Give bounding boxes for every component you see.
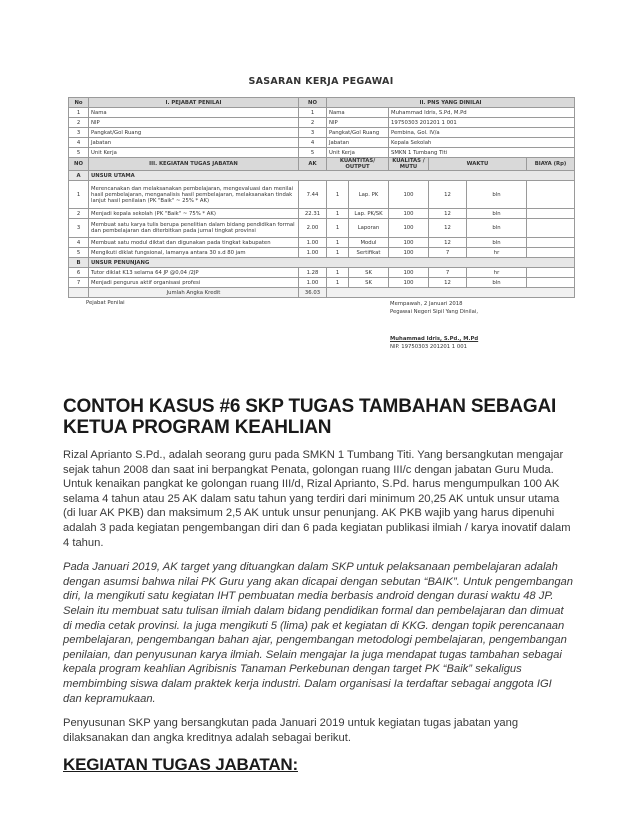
task-quality: 100 <box>389 238 429 248</box>
task-ak: 7.44 <box>299 181 327 209</box>
task-cost <box>527 248 575 258</box>
task-quality: 100 <box>389 268 429 278</box>
paragraph-case: Pada Januari 2019, AK target yang dituangkan dalam SKP untuk pelaksanaan pembelajaran adalah dengan asumsi bahwa nilai PK Guru yang akan dicapai dengan sebutan “BAIK”. Untuk pengembangan diri, Ia mengikuti satu kegiatan IHT pembuatan media berbasis android dengan durasi waktu 48 JP. Selain itu membuat satu tulisan ilmiah dalam bidang pendidikan formal dan pembelajaran dan dimuat di media cetak provinsi. Ia juga mengikuti 5 (lima) pak et kegiatan di KKG. dengan topik perencanaan pembelajaran, pengembangan bahan ajar, pengembangan metodologi pembelajaran, pengembangan penilaian, dan penyusunan karya ilmiah. Selain mengajar Ia juga mendapat tugas tambahan sebagai kepala program keahlian Agribisnis Tanaman Perkebunan dengan target PK “Baik” sekaligus membimbing siswa dalam praktek kerja industri. Dalam organisasi Ia terdaftar sebagai anggota IGI dan kepramukaan. <box>63 561 573 705</box>
sign-nip: NIP. 19750303 201201 1 001 <box>390 344 467 350</box>
task-description: Tutor diklat K13 selama 64 JP @0,04 /2JP <box>89 268 299 278</box>
section-a-label: UNSUR UTAMA <box>89 171 575 181</box>
identity-row <box>69 138 575 148</box>
sign-left-label: Pejabat Penilai <box>86 300 125 306</box>
header-no2: NO <box>299 98 327 108</box>
task-quantity: 1 <box>327 268 349 278</box>
task-row <box>69 181 575 209</box>
identity-row <box>69 128 575 138</box>
penilai-field-label: Nama <box>89 108 299 118</box>
task-output-unit: Modul <box>349 238 389 248</box>
task-cost <box>527 181 575 209</box>
section-heading-kegiatan: KEGIATAN TUGAS JABATAN: <box>63 755 298 775</box>
sign-role: Pegawai Negeri Sipil Yang Dinilai, <box>390 309 479 315</box>
identity-no: 2 <box>69 118 89 128</box>
identity-no2: 2 <box>299 118 327 128</box>
pns-field-label: Jabatan <box>327 138 389 148</box>
identity-no2: 5 <box>299 148 327 158</box>
header-penilai: I. PEJABAT PENILAI <box>89 98 299 108</box>
task-description: Merencanakan dan melaksanakan pembelajaran, mengevaluasi dan menilai hasil pembelajaran, menganalisis hasil pembelajaran, melaksanakan tindak lanjut hasil penilaian (PK "Baik" ~ 25% * AK) <box>89 181 299 209</box>
identity-header-row <box>69 98 575 108</box>
task-quality: 100 <box>389 248 429 258</box>
task-row <box>69 209 575 219</box>
task-quality: 100 <box>389 278 429 288</box>
task-row <box>69 268 575 278</box>
total-label: Jumlah Angka Kredit <box>89 288 299 298</box>
task-output-unit: SK <box>349 278 389 288</box>
task-output-unit: SK <box>349 268 389 278</box>
task-quality: 100 <box>389 181 429 209</box>
task-row <box>69 248 575 258</box>
skp-table <box>68 97 575 298</box>
task-description: Mengikuti diklat fungsional, lamanya antara 30 s.d 80 jam <box>89 248 299 258</box>
pns-field-value: SMKN 1 Tumbang Titi <box>389 148 575 158</box>
task-row <box>69 278 575 288</box>
task-quality: 100 <box>389 209 429 219</box>
task-time: 7 <box>429 248 467 258</box>
task-ak: 22.31 <box>299 209 327 219</box>
section-a-letter: A <box>69 171 89 181</box>
task-quality: 100 <box>389 219 429 238</box>
section-b-row <box>69 258 575 268</box>
identity-no2: 3 <box>299 128 327 138</box>
sign-name: Muhammad Idris, S.Pd., M.Pd <box>390 336 479 342</box>
identity-row <box>69 108 575 118</box>
support-task-rows <box>69 268 575 288</box>
task-header-row <box>69 158 575 171</box>
identity-no2: 4 <box>299 138 327 148</box>
task-output-unit: Laporan <box>349 219 389 238</box>
task-cost <box>527 219 575 238</box>
task-no: 7 <box>69 278 89 288</box>
task-time-unit: bln <box>467 209 527 219</box>
article-body <box>63 396 573 775</box>
pns-field-label: Nama <box>327 108 389 118</box>
identity-row <box>69 148 575 158</box>
task-output-unit: Lap. PK <box>349 181 389 209</box>
pns-field-value: Pembina, Gol. IV/a <box>389 128 575 138</box>
task-cost <box>527 268 575 278</box>
task-no: 6 <box>69 268 89 278</box>
task-time-unit: bln <box>467 238 527 248</box>
task-no: 4 <box>69 238 89 248</box>
penilai-field-label: Jabatan <box>89 138 299 148</box>
skp-table-image <box>68 64 574 390</box>
identity-no: 1 <box>69 108 89 118</box>
task-time: 7 <box>429 268 467 278</box>
task-header-kualitas: KUALITAS / MUTU <box>389 158 429 171</box>
task-description: Menjadi pengurus aktif organisasi profesi <box>89 278 299 288</box>
penilai-field-label: NIP <box>89 118 299 128</box>
task-header-biaya: BIAYA (Rp) <box>527 158 575 171</box>
identity-no: 4 <box>69 138 89 148</box>
task-time-unit: bln <box>467 181 527 209</box>
section-b-label: UNSUR PENUNJANG <box>89 258 575 268</box>
task-description: Membuat satu modul diktat dan digunakan pada tingkat kabupaten <box>89 238 299 248</box>
task-output-unit: Sertifikat <box>349 248 389 258</box>
task-quantity: 1 <box>327 238 349 248</box>
header-no: No <box>69 98 89 108</box>
pns-field-value: 19750303 201201 1 001 <box>389 118 575 128</box>
task-no: 5 <box>69 248 89 258</box>
task-quantity: 1 <box>327 278 349 288</box>
task-row <box>69 219 575 238</box>
section-a-row <box>69 171 575 181</box>
header-pns: II. PNS YANG DINILAI <box>327 98 575 108</box>
task-header-waktu: WAKTU <box>429 158 527 171</box>
identity-rows <box>69 108 575 158</box>
task-output-unit: Lap. PK/SK <box>349 209 389 219</box>
task-description: Membuat satu karya tulis berupa penelitian dalam bidang pendidikan formal dan pembelajaran dan diterbitkan pada jurnal tingkat provinsi <box>89 219 299 238</box>
pns-field-label: NIP <box>327 118 389 128</box>
task-cost <box>527 278 575 288</box>
main-task-rows <box>69 181 575 258</box>
identity-no: 5 <box>69 148 89 158</box>
penilai-field-label: Unit Kerja <box>89 148 299 158</box>
article-title: CONTOH KASUS #6 SKP TUGAS TAMBAHAN SEBAGAI KETUA PROGRAM KEAHLIAN <box>63 396 557 438</box>
task-ak: 1.00 <box>299 278 327 288</box>
sign-place-date: Mempawah, 2 Januari 2018 <box>390 301 463 307</box>
task-description: Menjadi kepala sekolah (PK "Baik" ~ 75% * AK) <box>89 209 299 219</box>
task-quantity: 1 <box>327 219 349 238</box>
task-no: 3 <box>69 219 89 238</box>
task-time: 12 <box>429 219 467 238</box>
task-row <box>69 238 575 248</box>
task-time: 12 <box>429 238 467 248</box>
total-row <box>69 288 575 298</box>
task-header-no: NO <box>69 158 89 171</box>
task-quantity: 1 <box>327 248 349 258</box>
pns-field-value: Kepala Sekolah <box>389 138 575 148</box>
task-time: 12 <box>429 209 467 219</box>
task-cost <box>527 209 575 219</box>
identity-no: 3 <box>69 128 89 138</box>
paragraph-summary: Penyusunan SKP yang bersangkutan pada Januari 2019 untuk kegiatan tugas jabatan yang dilaksanakan dan angka kreditnya adalah sebagai berikut. <box>63 717 519 744</box>
task-time-unit: hr <box>467 268 527 278</box>
task-no: 1 <box>69 181 89 209</box>
pns-field-label: Unit Kerja <box>327 148 389 158</box>
identity-row <box>69 118 575 128</box>
task-header-kuantitas: KUANTITAS/ OUTPUT <box>327 158 389 171</box>
task-time: 12 <box>429 181 467 209</box>
paragraph-intro: Rizal Aprianto S.Pd., adalah seorang guru pada SMKN 1 Tumbang Titi. Yang bersangkutan mengajar sejak tahun 2008 dan saat ini berpangkat Penata, golongan ruang III/c dengan jabatan Guru Muda. Untuk kenaikan pangkat ke golongan ruang III/d, Rizal Aprianto, S.Pd. harus mengumpulkan 100 AK selama 4 tahun atau 25 AK dalam satu tahun yang terdiri dari minimum 20,25 AK untuk unsur utama (di luar AK PKB) dan maksimum 2,5 AK untuk unsur penunjang. AK PKB wajib yang harus dipenuhi adalah 3 pada kegiatan pengembangan diri dan 6 pada kegiatan publikasi ilmiah / karya inovatif dalam 4 tahun. <box>63 449 571 549</box>
task-time-unit: bln <box>467 219 527 238</box>
task-time-unit: bln <box>467 278 527 288</box>
identity-no2: 1 <box>299 108 327 118</box>
task-time: 12 <box>429 278 467 288</box>
task-quantity: 1 <box>327 209 349 219</box>
pns-field-value: Muhammad Idris, S.Pd, M.Pd <box>389 108 575 118</box>
task-ak: 1.00 <box>299 248 327 258</box>
task-no: 2 <box>69 209 89 219</box>
task-ak: 1.00 <box>299 238 327 248</box>
total-value: 36.03 <box>299 288 327 298</box>
pns-field-label: Pangkat/Gol Ruang <box>327 128 389 138</box>
sign-right <box>390 300 478 316</box>
task-ak: 1.28 <box>299 268 327 278</box>
task-quantity: 1 <box>327 181 349 209</box>
task-ak: 2.00 <box>299 219 327 238</box>
skp-title: SASARAN KERJA PEGAWAI <box>248 76 394 87</box>
task-header-ak: AK <box>299 158 327 171</box>
task-time-unit: hr <box>467 248 527 258</box>
task-header-kegiatan: III. KEGIATAN TUGAS JABATAN <box>89 158 299 171</box>
signature-block <box>68 298 574 354</box>
penilai-field-label: Pangkat/Gol Ruang <box>89 128 299 138</box>
task-cost <box>527 238 575 248</box>
section-b-letter: B <box>69 258 89 268</box>
